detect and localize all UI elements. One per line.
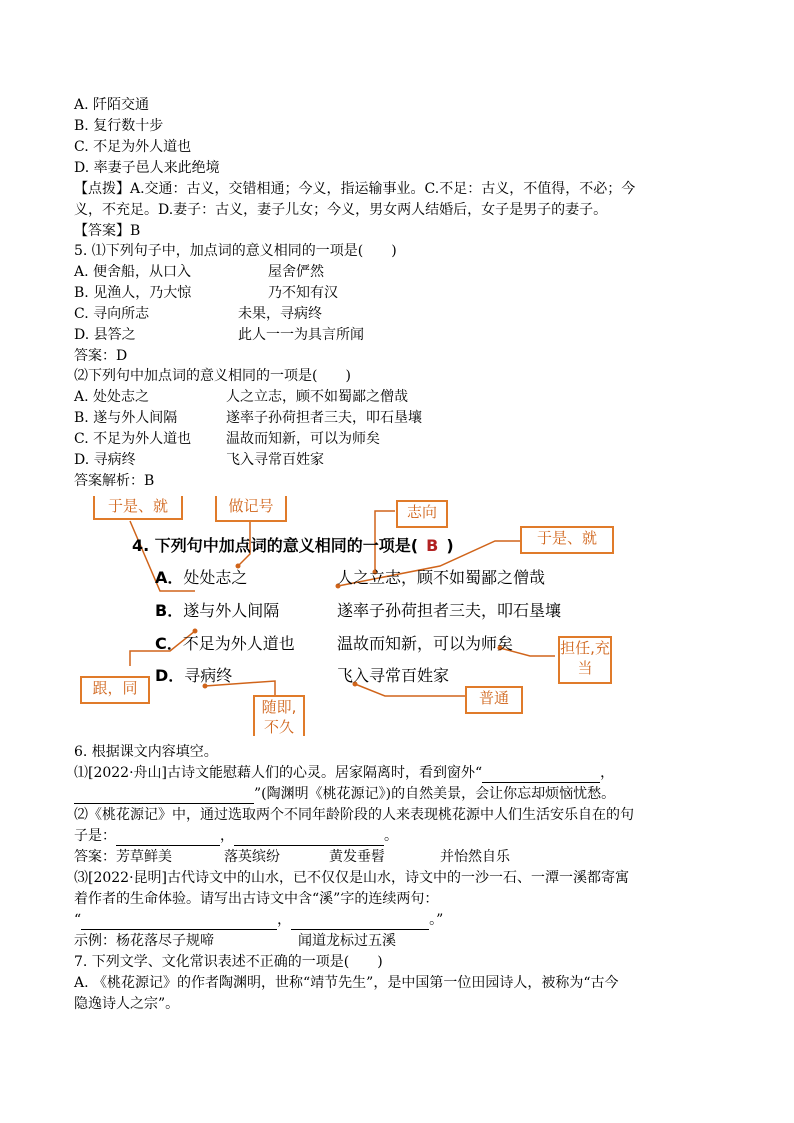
note-danren: 担任,充当 xyxy=(558,636,612,684)
q4-hint-line1: 【点拨】A.交通：古义，交错相通；今义，指运输事业。C.不足：古义，不值得，不必；今 xyxy=(74,181,636,197)
q6-title: 6. 根据课文内容填空。 xyxy=(74,744,218,760)
annotated-slide xyxy=(75,496,723,736)
slide-row-d: D．寻病终 xyxy=(155,666,233,685)
note-zhixiang: 志向 xyxy=(396,500,448,528)
q5-option-b: B. 见渔人，乃大惊 乃不知有汉 xyxy=(74,285,338,301)
q4-option-d: D. 率妻子邑人来此绝境 xyxy=(74,160,220,176)
q6-p2-line2: 子是： ， 。 xyxy=(74,828,398,844)
q4-answer: 【答案】B xyxy=(74,223,141,239)
note-gen-tong: 跟，同 xyxy=(80,676,150,704)
q6-example: 示例：杨花落尽子规啼 闻道龙标过五溪 xyxy=(74,933,396,949)
q4-option-c: C. 不足为外人道也 xyxy=(74,139,192,155)
q6-p1-line2: ”(陶渊明《桃花源记》)的自然美景，会让你忘却烦恼忧愁。 xyxy=(74,785,615,804)
q5-2-option-d: D. 寻病终 飞入寻常百姓家 xyxy=(74,452,324,468)
q4-option-a: A. 阡陌交通 xyxy=(74,97,150,113)
q6-p1-line1: ⑴[2022·舟山]古诗文能慰藉人们的心灵。居家隔离时，看到窗外“ ， xyxy=(74,765,615,781)
q6-p3-blanks: “ ， 。” xyxy=(74,912,444,928)
q7-option-a-line1: A. 《桃花源记》的作者陶渊明，世称“靖节先生”，是中国第一位田园诗人，被称为“古今 xyxy=(74,975,619,991)
q5-option-a: A. 便舍船，从口入 屋舍俨然 xyxy=(74,264,324,280)
q5-answer: 答案：D xyxy=(74,348,128,364)
q6-p2-line1: ⑵《桃花源记》中，通过选取两个不同年龄阶段的人来表现桃花源中人们生活安乐自在的句 xyxy=(74,807,634,823)
note-zuo-jihao: 做记号 xyxy=(215,496,287,522)
slide-row-d-right: 飞入寻常百姓家 xyxy=(337,666,450,685)
slide-row-b-right: 遂率子孙荷担者三夫，叩石垦壤 xyxy=(337,601,562,620)
slide-row-a: A．处处志之 xyxy=(155,568,248,587)
slide-row-c-right: 温故而知新，可以为师矣 xyxy=(337,634,514,653)
note-yushi-jiu-1: 于是、就 xyxy=(93,496,183,520)
q5-stem: 5. ⑴下列句子中，加点词的意义相同的一项是( ) xyxy=(74,243,397,259)
slide-row-a-right: 人之立志，顾不如蜀鄙之僧哉 xyxy=(337,568,546,587)
slide-answer: B xyxy=(426,536,439,555)
q5-option-d: D. 县答之 此人一一为具言所闻 xyxy=(74,327,364,343)
slide-row-c: C．不足为外人道也 xyxy=(155,634,295,653)
q4-option-b: B. 复行数十步 xyxy=(74,118,164,134)
slide-stem: 4. 下列句中加点词的意义相同的一项是( B ) xyxy=(132,536,454,555)
q5-2-answer: 答案解析：B xyxy=(74,473,155,489)
q5-option-c: C. 寻向所志 未果，寻病终 xyxy=(74,306,322,322)
q7-option-a-line2: 隐逸诗人之宗”。 xyxy=(74,996,180,1012)
note-suiji: 随即,不久 xyxy=(253,695,305,736)
q4-hint-line2: 义，不充足。D.妻子：古义，妻子儿女；今义，男女两人结婚后，女子是男子的妻子。 xyxy=(74,202,608,218)
note-putong: 普通 xyxy=(465,686,523,714)
q5-2-option-a: A. 处处志之 人之立志，顾不如蜀鄙之僧哉 xyxy=(74,389,408,405)
q6-p3-line1: ⑶[2022·昆明]古代诗文中的山水，已不仅仅是山水，诗文中的一沙一石、一潭一溪都寄寓 xyxy=(74,870,630,886)
q6-answer: 答案：芳草鲜美 落英缤纷 黄发垂髫 并怡然自乐 xyxy=(74,849,510,865)
note-yushi-jiu-2: 于是、就 xyxy=(520,526,614,554)
q5-2-option-b: B. 遂与外人间隔 遂率子孙荷担者三夫，叩石垦壤 xyxy=(74,410,422,426)
q5-2-option-c: C. 不足为外人道也 温故而知新，可以为师矣 xyxy=(74,431,380,447)
q6-p3-line2: 着作者的生命体验。请写出古诗文中含“溪”字的连续两句： xyxy=(74,891,439,907)
slide-row-b: B．遂与外人间隔 xyxy=(155,601,280,620)
q5-2-stem: ⑵下列句中加点词的意义相同的一项是( ) xyxy=(74,368,351,384)
q7-stem: 7. 下列文学、文化常识表述不正确的一项是( ) xyxy=(74,954,383,970)
